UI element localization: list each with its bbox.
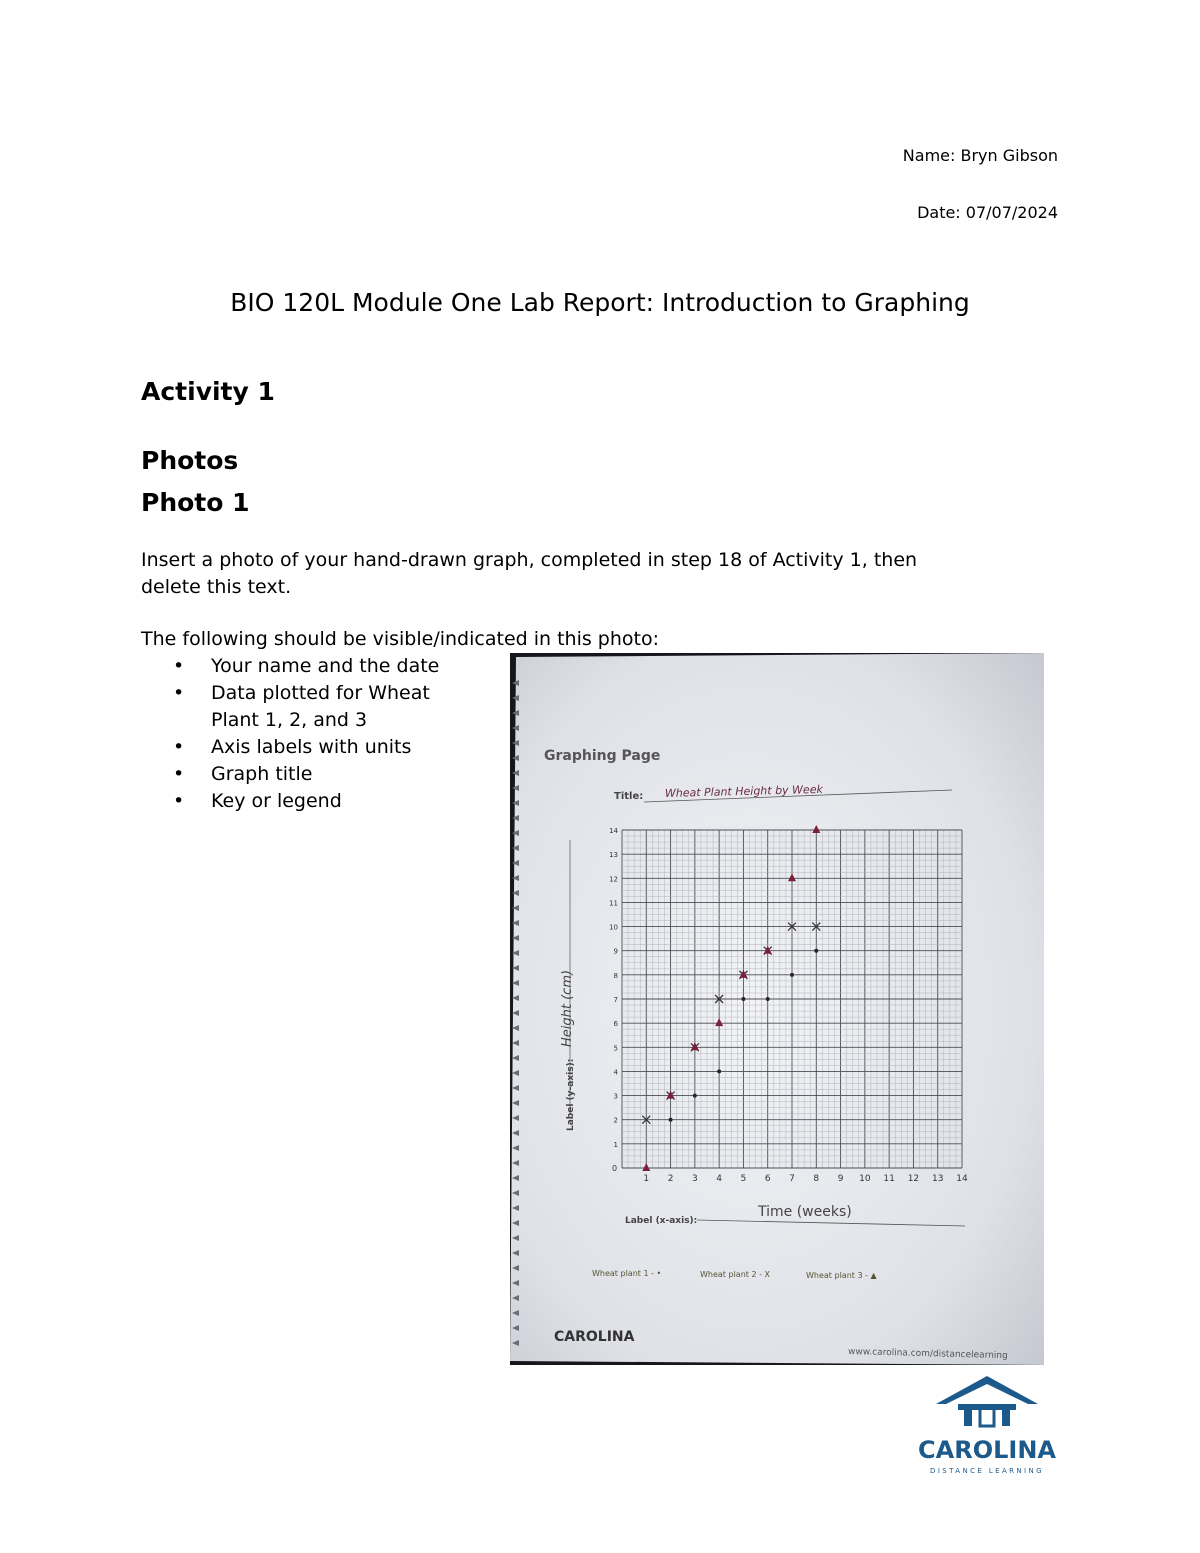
list-item: • Key or legend [173, 790, 342, 812]
legend-plant-3: Wheat plant 3 - ▲ [806, 1271, 877, 1280]
instruction-line-1: Insert a photo of your hand-drawn graph, completed in step 18 of Activity 1, then [141, 549, 918, 571]
y-tick-label: 5 [613, 1044, 618, 1053]
x-tick-label: 9 [837, 1174, 844, 1184]
x-tick-label: 12 [907, 1174, 920, 1184]
requirements-list [141, 653, 491, 815]
tick-label: 0 [612, 1164, 618, 1173]
x-axis-label: Time (weeks) [758, 1204, 852, 1220]
data-point-plant-1 [693, 1094, 697, 1098]
x-tick-label: 14 [956, 1174, 968, 1184]
y-tick-label: 13 [609, 851, 618, 860]
logo-brand: CAROLINA [918, 1436, 1056, 1464]
list-item: • Axis labels with units [173, 736, 412, 758]
x-axis-label-prefix: Label (x-axis): [625, 1216, 698, 1226]
x-tick-label: 3 [691, 1174, 698, 1184]
x-tick-label: 1 [643, 1174, 650, 1184]
y-tick-label: 6 [613, 1020, 618, 1029]
graph-photo [510, 653, 1044, 1365]
list-item: • Graph title [173, 763, 313, 785]
data-point-plant-1 [717, 1069, 721, 1073]
y-axis-label: Height (cm) [560, 969, 575, 1047]
y-tick-label: 12 [609, 875, 618, 884]
roof-icon [936, 1376, 1038, 1404]
photo1-heading: Photo 1 [141, 488, 250, 517]
y-tick-label: 10 [609, 923, 618, 932]
photo-brand: CAROLINA [554, 1329, 635, 1345]
legend-plant-2: Wheat plant 2 - X [700, 1270, 770, 1279]
data-point-plant-1 [741, 997, 745, 1001]
instruction-line-2: delete this text. [141, 576, 292, 598]
x-tick-label: 4 [716, 1174, 723, 1184]
x-tick-label: 7 [789, 1174, 795, 1184]
visible-intro: The following should be visible/indicated in this photo: [141, 628, 660, 650]
photo-url: www.carolina.com/distancelearning [847, 1347, 1008, 1362]
y-tick-label: 11 [609, 899, 618, 908]
x-tick-label: 5 [740, 1174, 747, 1184]
page-title: BIO 120L Module One Lab Report: Introduction to Graphing [230, 288, 970, 317]
x-tick-label: 10 [859, 1174, 871, 1184]
y-tick-label: 4 [613, 1068, 618, 1077]
y-tick-label: 7 [613, 996, 618, 1004]
graph-title-handwritten: Wheat Plant Height by Week [664, 782, 824, 800]
y-tick-label: 14 [609, 827, 618, 835]
y-tick-label: 8 [613, 971, 618, 980]
legend-plant-1: Wheat plant 1 - • [592, 1269, 662, 1278]
x-tick-label: 8 [813, 1174, 820, 1184]
data-point-plant-1 [766, 997, 770, 1001]
x-tick-label: 11 [883, 1174, 895, 1184]
activity-heading: Activity 1 [141, 377, 275, 406]
data-point-plant-1 [790, 973, 794, 977]
y-tick-label: 3 [613, 1092, 618, 1101]
list-item: • Your name and the date [173, 655, 440, 677]
photos-heading: Photos [141, 446, 239, 475]
list-item: Plant 1, 2, and 3 [211, 709, 368, 731]
data-point-plant-1 [814, 949, 818, 953]
logo-tagline: DISTANCE LEARNING [930, 1467, 1044, 1475]
y-tick-label: 1 [613, 1140, 618, 1149]
y-axis-label-prefix: Label (y-axis): [566, 1058, 576, 1131]
x-tick-label: 2 [667, 1174, 674, 1184]
data-point-plant-1 [669, 1118, 673, 1122]
door-icon [980, 1408, 994, 1426]
list-item: • Data plotted for Wheat [173, 682, 430, 704]
title-label: Title: [614, 791, 644, 802]
y-tick-label: 2 [613, 1116, 618, 1125]
carolina-logo [918, 1374, 1056, 1476]
graphing-page-heading: Graphing Page [544, 748, 661, 764]
date-line: Date: 07/07/2024 [917, 203, 1058, 222]
y-tick-label: 9 [613, 947, 618, 956]
x-tick-label: 6 [764, 1174, 771, 1184]
x-tick-label: 13 [931, 1174, 944, 1184]
name-line: Name: Bryn Gibson [902, 146, 1058, 165]
